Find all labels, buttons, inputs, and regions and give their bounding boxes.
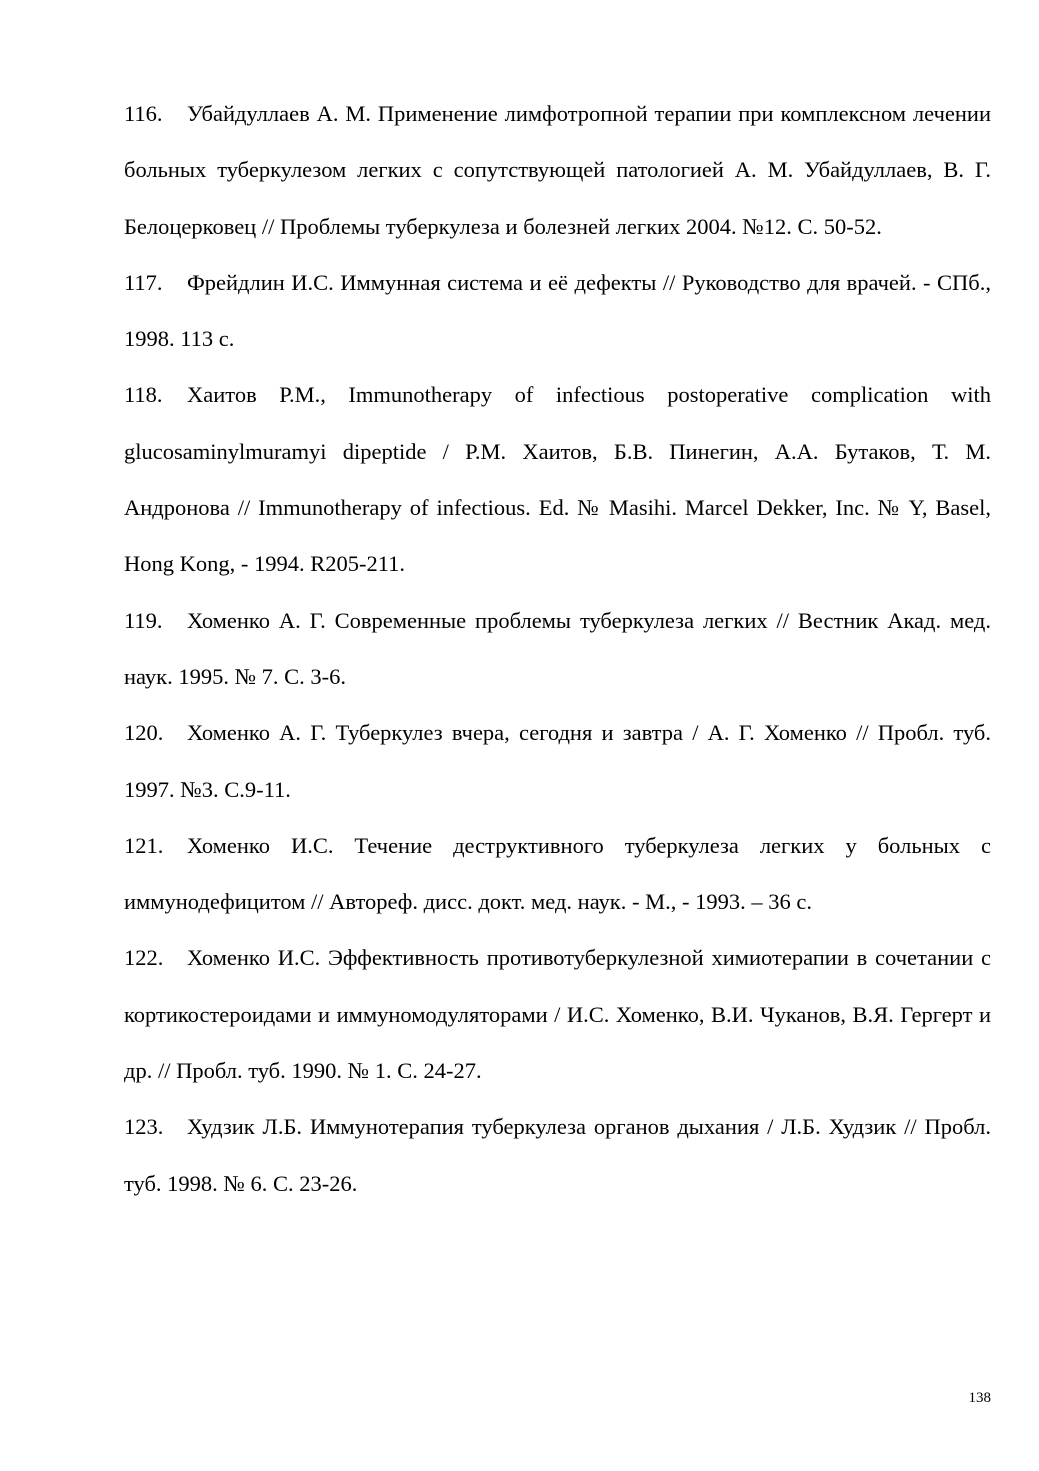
reference-item-116	[124, 86, 991, 255]
reference-item-123	[124, 1099, 991, 1212]
reference-list	[124, 86, 991, 1212]
reference-text: Хоменко А. Г. Современные проблемы туберкулеза легких // Вестник Акад. мед. наук. 1995. № 7. С. 3-6.	[124, 607, 991, 689]
reference-text: Убайдуллаев А. М. Применение лимфотропной терапии при комплексном лечении больных туберкулезом легких с сопутствующей патологией А. М. Убайдуллаев, В. Г. Белоцерковец // Проблемы туберкулеза и болезней легких 2004. №12. С. 50-52.	[124, 101, 991, 239]
reference-item-118	[124, 367, 991, 592]
reference-number: 120.	[124, 720, 164, 746]
reference-text: Хоменко И.С. Течение деструктивного туберкулеза легких у больных с иммунодефицитом // Автореф. дисс. докт. мед. наук. - М., - 1993. – 36 с.	[124, 832, 991, 915]
reference-item-120	[124, 705, 991, 818]
reference-text: Хоменко А. Г. Туберкулез вчера, сегодня и завтра / А. Г. Хоменко // Пробл. туб. 1997. №3. С.9-11.	[124, 720, 991, 802]
reference-number: 121.	[124, 832, 164, 858]
reference-number: 122.	[124, 945, 164, 971]
reference-text: Хоменко И.С. Эффективность противотуберкулезной химиотерапии в сочетании с кортикостероидами и иммуномодуляторами / И.С. Хоменко, В.И. Чуканов, В.Я. Гергерт и др. // Пробл. туб. 1990. № 1. С. 24-27.	[124, 945, 991, 1084]
reference-item-121	[124, 818, 991, 931]
reference-text: Фрейдлин И.С. Иммунная система и её дефекты // Руководство для врачей. - СПб., 1998. 113 с.	[124, 269, 991, 352]
reference-item-122	[124, 930, 991, 1099]
reference-number: 116.	[124, 101, 163, 126]
reference-item-117	[124, 255, 991, 368]
reference-text: Хаитов Р.М., Immunotherapy of infectious postoperative complication with glucosaminylmuramyi dipeptide / Р.М. Хаитов, Б.В. Пинегин, А.А. Бутаков, Т. М. Андронова // Immunotherapy of infectious. Ed. № Masihi. Marcel Dekker, Inc. № Y, Basel, Hong Kong, - 1994. R205-211.	[124, 382, 991, 577]
reference-number: 117.	[124, 269, 163, 295]
reference-text: Худзик Л.Б. Иммунотерапия туберкулеза органов дыхания / Л.Б. Худзик // Пробл. туб. 1998. № 6. С. 23-26.	[124, 1114, 991, 1196]
page-number: 138	[968, 1390, 991, 1406]
reference-item-119	[124, 593, 991, 706]
reference-number: 119.	[124, 607, 163, 633]
reference-number: 118.	[124, 382, 163, 408]
reference-number: 123.	[124, 1114, 164, 1140]
